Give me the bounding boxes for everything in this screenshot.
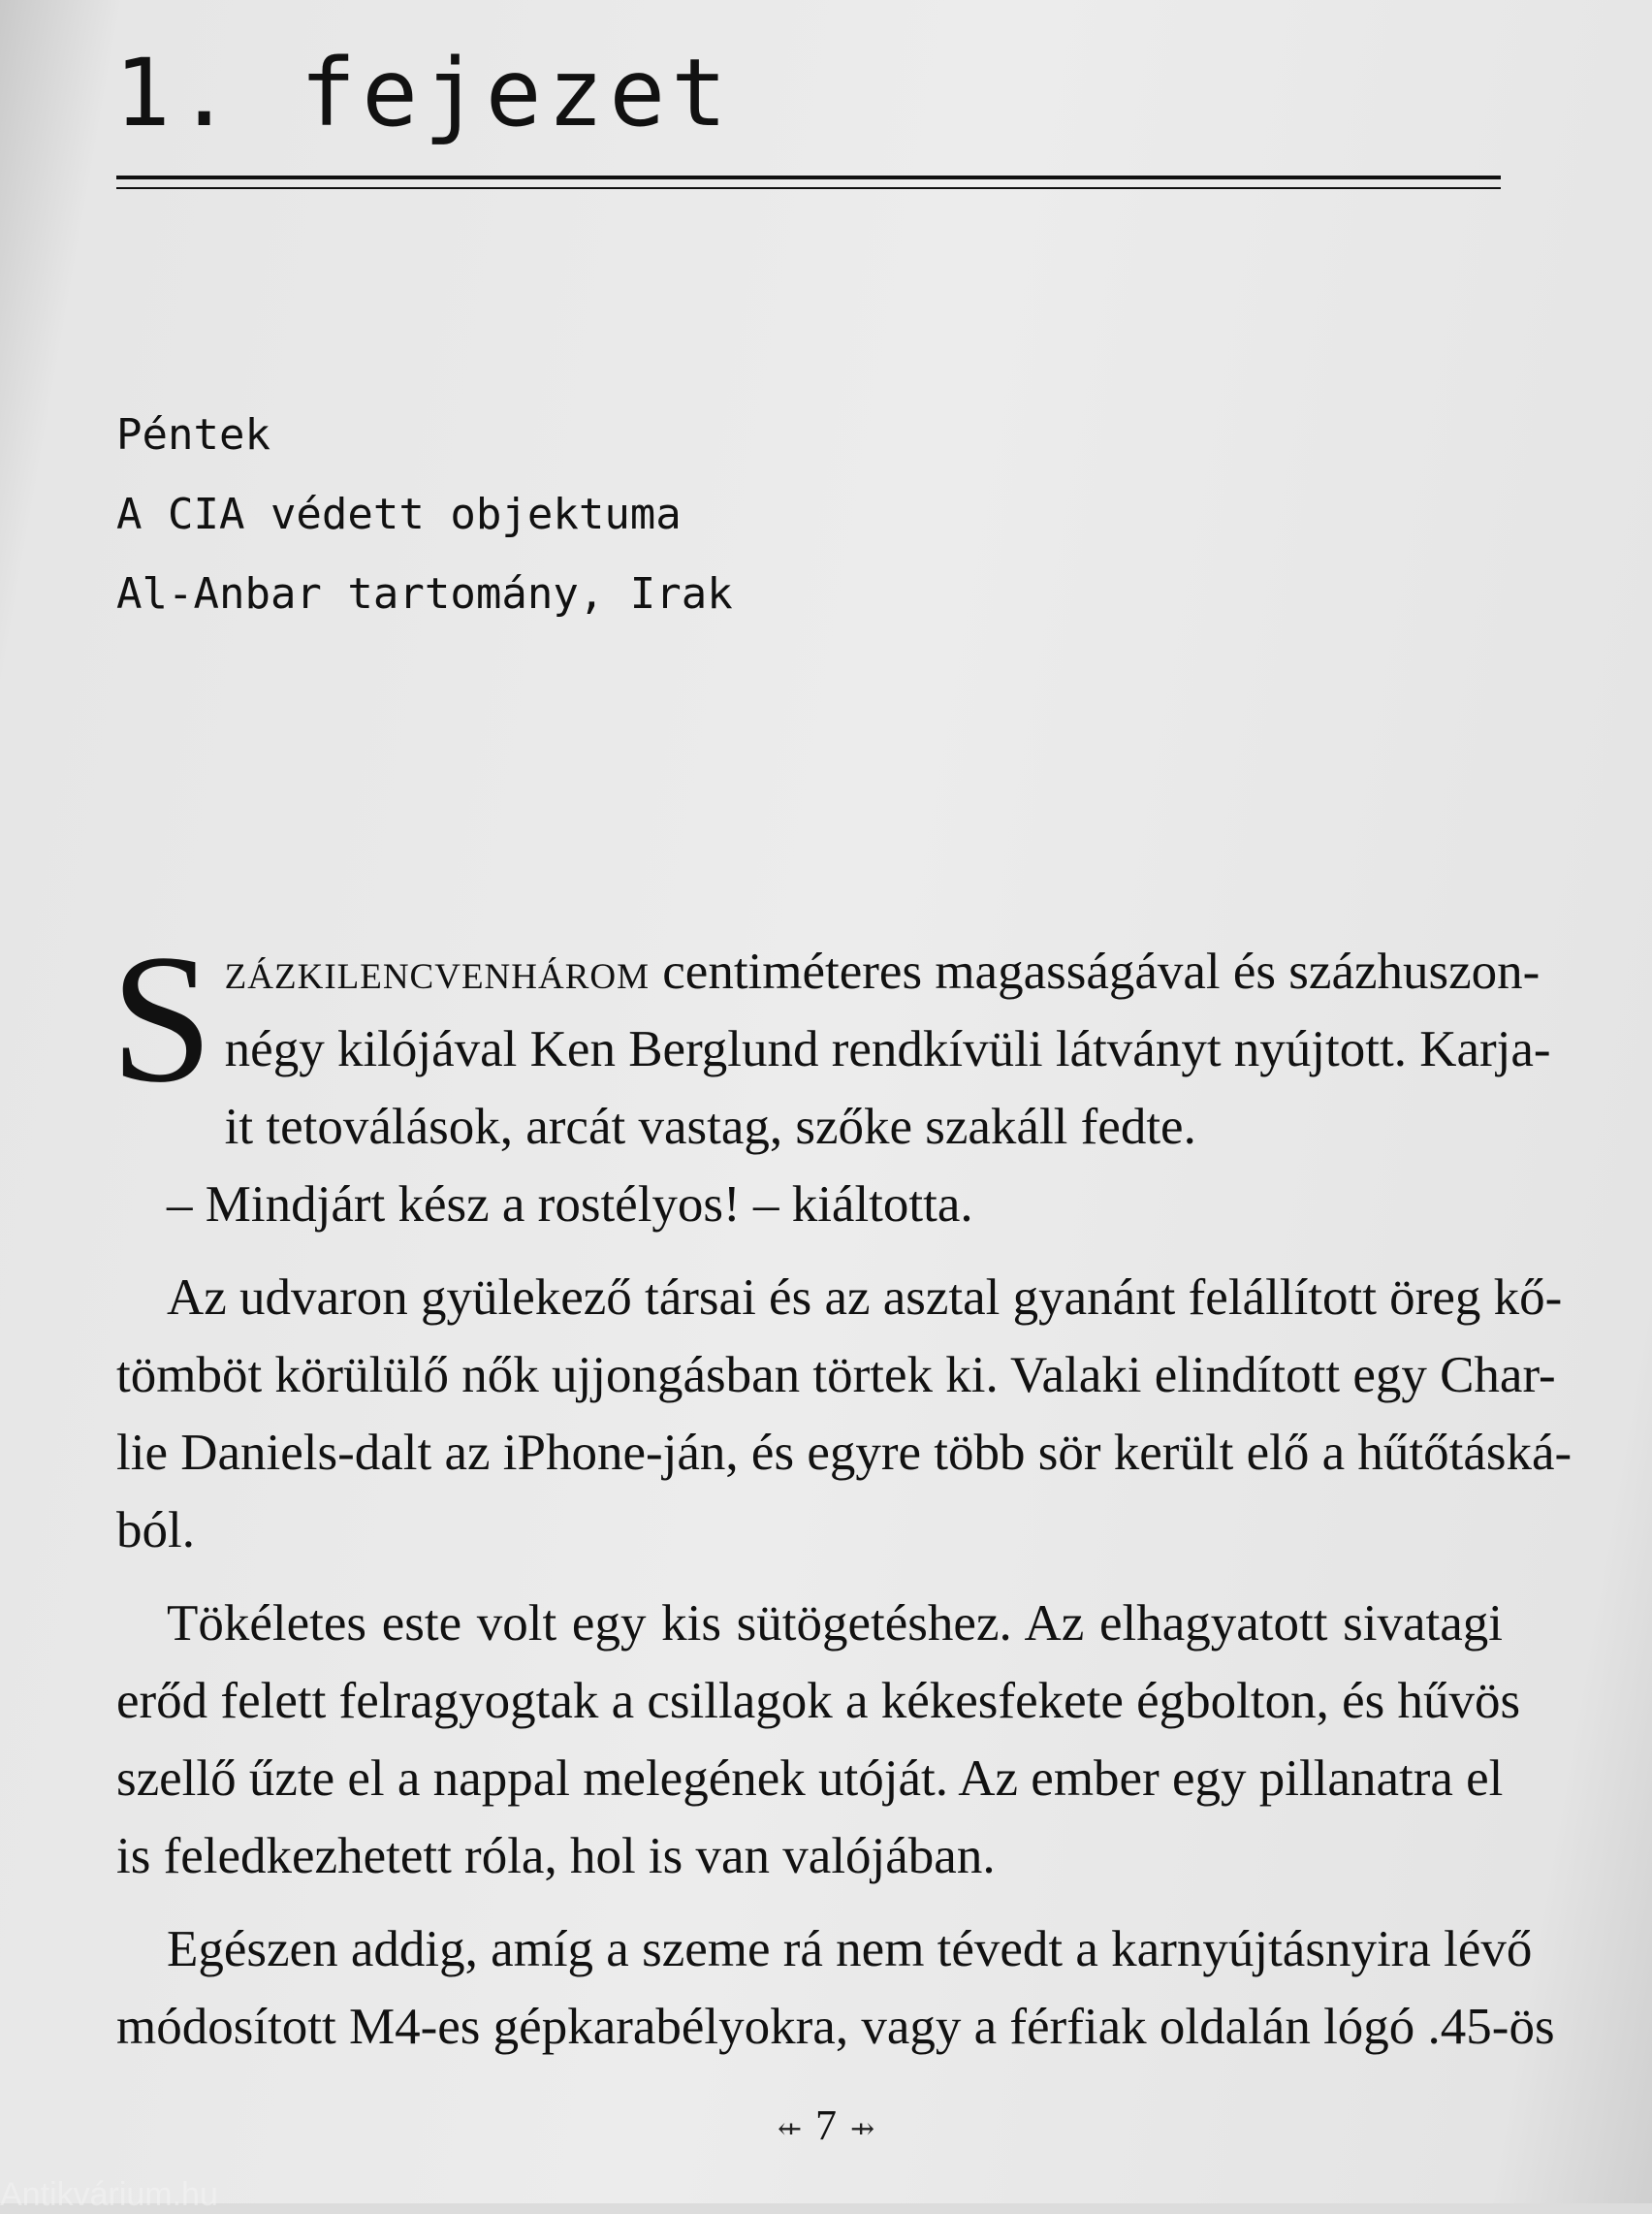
text-line: szellő űzte el a nappal melegének utóját. Az ember egy pillanatra el (116, 1750, 1504, 1807)
text-line: Tökéletes este volt egy kis sütögetéshez. Az elhagyatott sivatagi (167, 1595, 1503, 1652)
text-line: módosított M4-es gépkarabélyokra, vagy a férfiak oldalán lógó .45-ös (116, 1999, 1555, 2055)
paragraph-1 (111, 917, 1551, 1166)
page-number: 7 (815, 2102, 837, 2149)
watermark: Antikvárium.hu (0, 2176, 218, 2213)
folio-ornament-right-icon: ⇸ (850, 2113, 875, 2146)
small-caps-opening: zázkilencvenhárom (224, 944, 651, 1000)
text-line: – Mindjárt kész a rostélyos! – kiáltotta. (167, 1176, 973, 1233)
text-line: tömböt körülülő nők ujjongásban törtek ki. Valaki elindított egy Char- (116, 1347, 1556, 1403)
folio-ornament-left-icon: ⇷ (777, 2113, 802, 2146)
text-line: ból. (116, 1502, 195, 1558)
text-line: it tetoválások, arcát vastag, szőke szakáll fedte. (224, 1099, 1196, 1155)
page-folio (0, 2101, 1652, 2150)
paragraph-2 (116, 1166, 1503, 1243)
dateline-region: Al-Anbar tartomány, Irak (116, 569, 733, 619)
text-line: lie Daniels-dalt az iPhone-ján, és egyre több sör került elő a hűtőtáská- (116, 1425, 1573, 1481)
paragraph-3 (116, 1259, 1573, 1569)
text-line: négy kilójával Ken Berglund rendkívüli látványt nyújtott. Karja- (224, 1021, 1551, 1077)
text-line: zázkilencvenhárom centiméteres magasságával és százhuszon- (224, 944, 1541, 1000)
paragraph-5 (116, 1910, 1555, 2066)
title-rule-thick (116, 176, 1501, 179)
body-text (111, 917, 1573, 2066)
dateline-location: A CIA védett objektuma (116, 490, 682, 539)
dateline-day: Péntek (116, 410, 270, 460)
text-line: Az udvaron gyülekező társai és az asztal gyanánt felállított öreg kő- (167, 1269, 1563, 1326)
text-line: erőd felett felragyogtak a csillagok a kékesfekete égbolton, és hűvös (116, 1673, 1521, 1729)
drop-cap: S (111, 917, 213, 1121)
text-line: Egészen addig, amíg a szeme rá nem tévedt a karnyújtásnyira lévő (167, 1921, 1533, 1977)
text-line: is feledkezhetett róla, hol is van valójában. (116, 1828, 996, 1884)
chapter-title: 1. fejezet (114, 39, 733, 147)
title-rule-thin (116, 187, 1501, 189)
dateline (116, 396, 733, 634)
paragraph-4 (116, 1585, 1521, 1895)
